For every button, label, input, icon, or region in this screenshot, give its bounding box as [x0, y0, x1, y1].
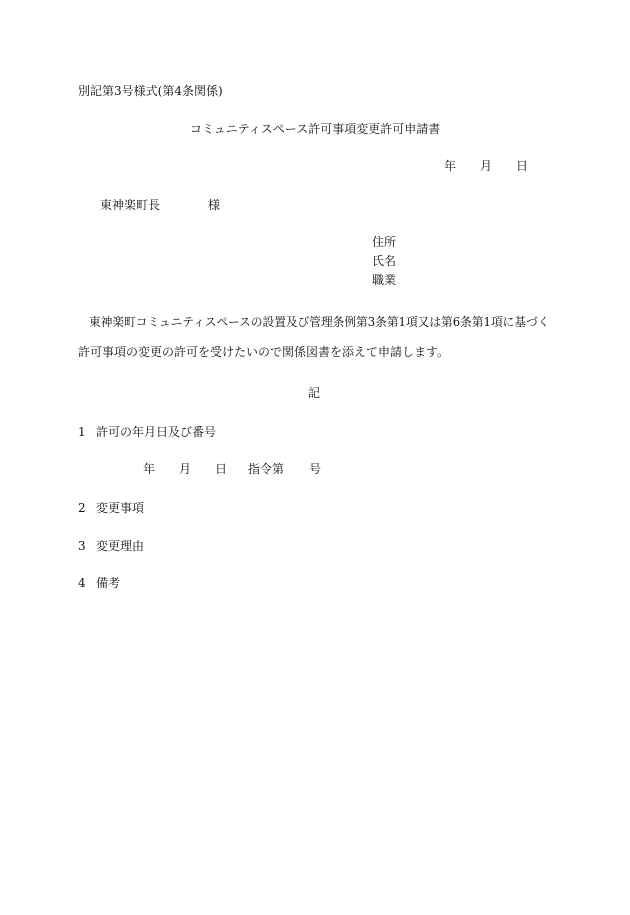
item-2-number: 2	[78, 501, 86, 515]
applicant-occupation-label: 職業	[372, 273, 397, 287]
item-3-number: 3	[78, 539, 86, 553]
addressee-name: 東神楽町長	[100, 198, 161, 212]
item-4-number: 4	[78, 576, 86, 590]
item-3-label: 変更理由	[96, 539, 145, 553]
item-1-label: 許可の年月日及び番号	[96, 425, 217, 439]
form-label: 別記第3号様式(第4条関係)	[78, 84, 223, 98]
item-1-number: 1	[78, 425, 86, 439]
date-month: 月	[480, 159, 493, 173]
item-2-label: 変更事項	[96, 501, 145, 515]
body-line-2: 許可事項の変更の許可を受けたいので関係図書を添えて申請します。	[78, 345, 450, 359]
item-4-label: 備考	[96, 576, 121, 590]
applicant-address-label: 住所	[372, 235, 397, 249]
ki-heading: 記	[308, 386, 321, 400]
body-line-1: 東神楽町コミュニティスペースの設置及び管理条例第3条第1項又は第6条第1項に基づく	[89, 315, 550, 329]
permit-year: 年	[143, 462, 156, 476]
date-year: 年	[444, 159, 457, 173]
permit-day: 日	[215, 462, 228, 476]
addressee-honorific: 様	[208, 198, 221, 212]
permit-month: 月	[179, 462, 192, 476]
date-day: 日	[516, 159, 529, 173]
permit-number: 号	[309, 462, 322, 476]
permit-order: 指令第	[248, 462, 285, 476]
document-title: コミュニティスペース許可事項変更許可申請書	[190, 122, 441, 136]
applicant-name-label: 氏名	[372, 254, 397, 268]
